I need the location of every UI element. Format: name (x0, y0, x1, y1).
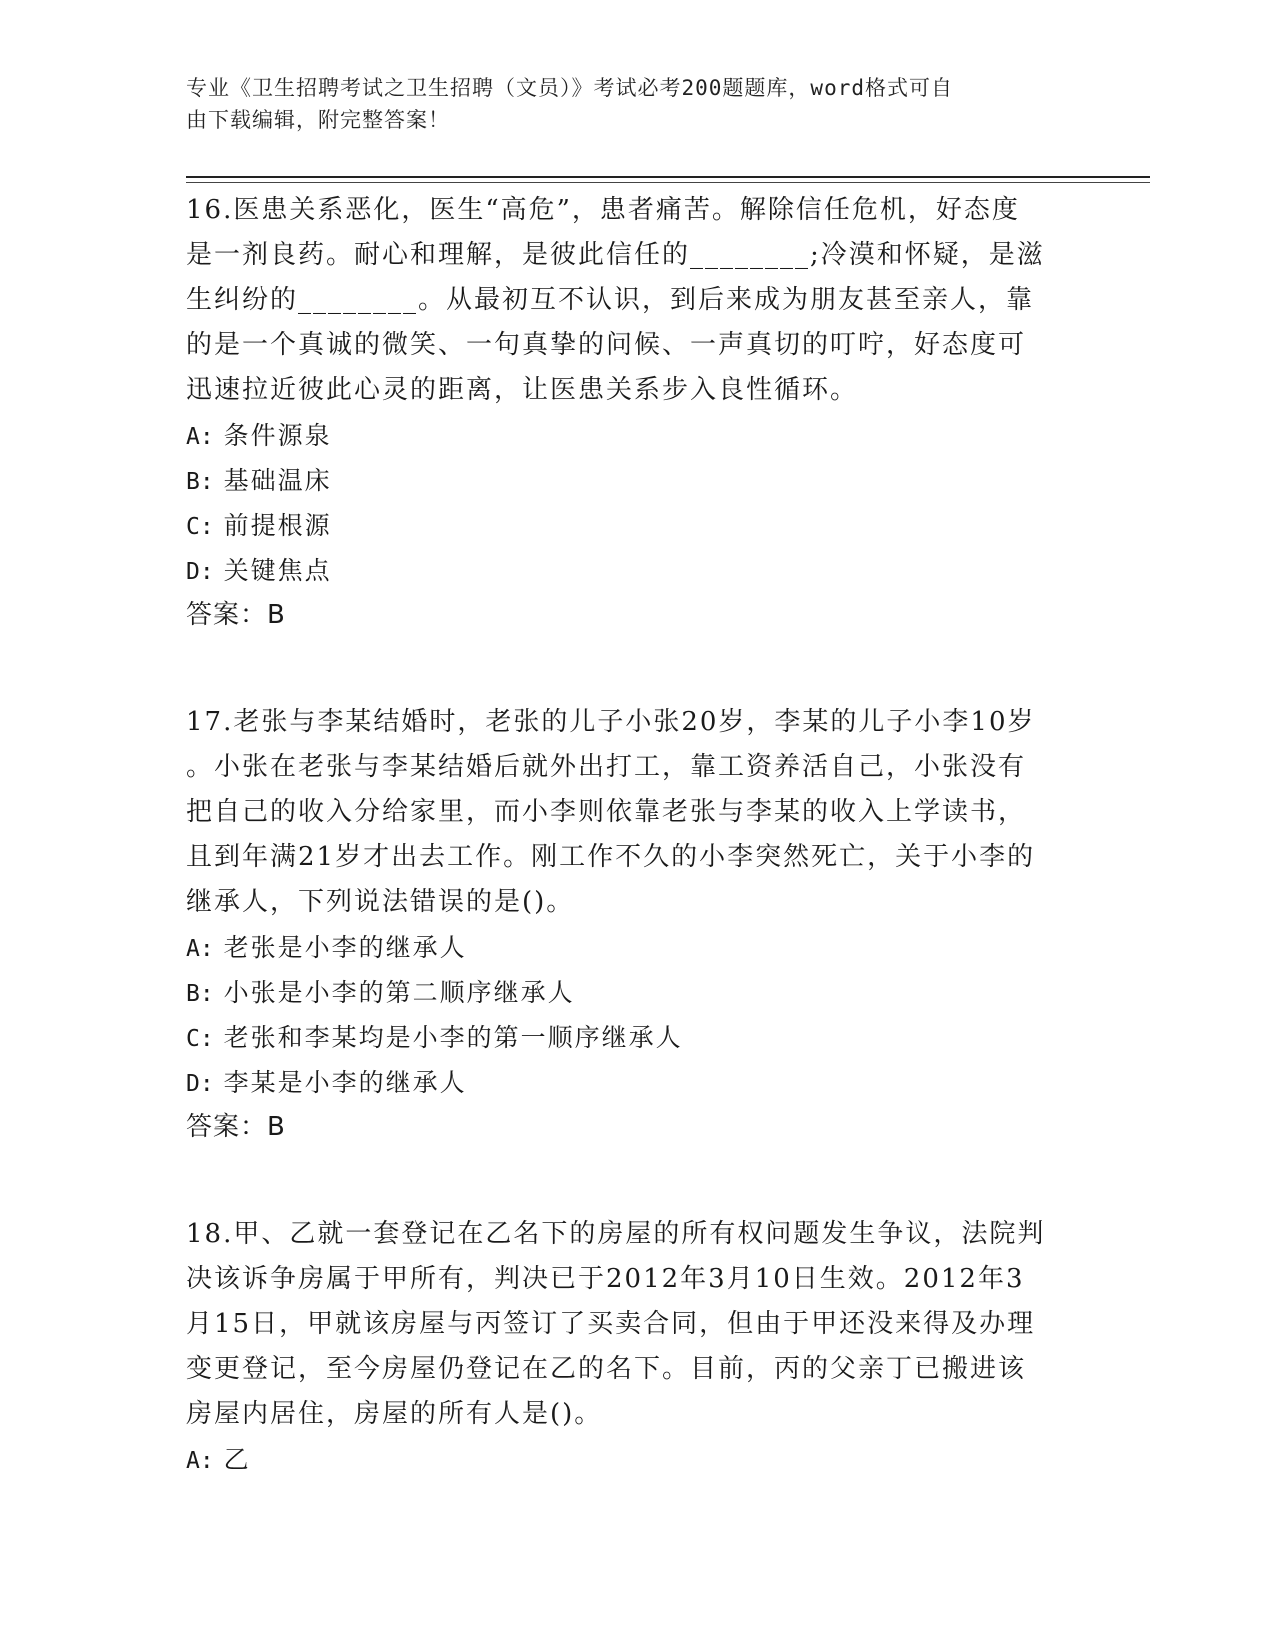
option-text: 李某是小李的继承人 (223, 1068, 467, 1097)
option-key: B: (186, 981, 214, 1007)
option-key: A: (186, 1448, 214, 1474)
question-text-line: 房屋内居住，房屋的所有人是()。 (186, 1399, 603, 1429)
question-list (186, 188, 1086, 1482)
option-a (186, 925, 1086, 970)
question-text-line: 18.甲、乙就一套登记在乙名下的房屋的所有权问题发生争议，法院判 (186, 1219, 1046, 1249)
question-text-line: 迅速拉近彼此心灵的距离，让医患关系步入良性循环。 (186, 375, 859, 405)
question-text-line: 是一剂良药。耐心和理解，是彼此信任的________;冷漠和怀疑，是滋 (186, 240, 1045, 270)
header-divider-thick (186, 176, 1150, 178)
question-text-line: 。小张在老张与李某结婚后就外出打工，靠工资养活自己，小张没有 (186, 752, 1027, 782)
question-text-line: 决该诉争房属于甲所有，判决已于2012年3月10日生效。2012年3 (186, 1264, 1025, 1294)
header-line-2: 由下载编辑，附完整答案！ (186, 108, 450, 132)
option-text: 老张是小李的继承人 (223, 933, 467, 962)
option-text: 小张是小李的第二顺序继承人 (223, 978, 575, 1007)
option-c (186, 503, 1086, 548)
option-key: A: (186, 424, 214, 450)
header-line-1: 专业《卫生招聘考试之卫生招聘（文员）》考试必考200题题库，word格式可自 (186, 76, 953, 100)
option-b (186, 970, 1086, 1015)
question-text-line: 生纠纷的________。从最初互不认识，到后来成为朋友甚至亲人，靠 (186, 285, 1035, 315)
option-text: 条件源泉 (223, 421, 332, 450)
question-text-line: 的是一个真诚的微笑、一句真挚的问候、一声真切的叮咛，好态度可 (186, 330, 1027, 360)
option-text: 前提根源 (223, 511, 332, 540)
answer-line: 答案：B (186, 1112, 286, 1142)
option-key: D: (186, 559, 214, 585)
option-text: 乙 (223, 1445, 251, 1474)
question-text-line: 继承人，下列说法错误的是()。 (186, 887, 575, 917)
question-16 (186, 188, 1086, 638)
question-text-line: 月15日，甲就该房屋与丙签订了买卖合同，但由于甲还没来得及办理 (186, 1309, 1036, 1339)
answer-line: 答案：B (186, 600, 286, 630)
option-text: 老张和李某均是小李的第一顺序继承人 (223, 1023, 683, 1052)
question-17 (186, 700, 1086, 1150)
option-key: C: (186, 514, 214, 540)
option-text: 基础温床 (223, 466, 332, 495)
option-d (186, 1060, 1086, 1105)
question-text-line: 17.老张与李某结婚时，老张的儿子小张20岁，李某的儿子小李10岁 (186, 707, 1036, 737)
option-a (186, 413, 1086, 458)
option-key: C: (186, 1026, 214, 1052)
option-b (186, 458, 1086, 503)
option-d (186, 548, 1086, 593)
header-divider-thin (186, 182, 1150, 183)
option-c (186, 1015, 1086, 1060)
question-18 (186, 1212, 1086, 1482)
question-text-line: 且到年满21岁才出去工作。刚工作不久的小李突然死亡，关于小李的 (186, 842, 1036, 872)
document-header (186, 72, 1066, 136)
option-key: A: (186, 936, 214, 962)
option-key: B: (186, 469, 214, 495)
question-text-line: 16.医患关系恶化，医生“高危”，患者痛苦。解除信任危机，好态度 (186, 195, 1020, 225)
question-spacer (186, 1150, 1086, 1212)
option-key: D: (186, 1071, 214, 1097)
option-a (186, 1437, 1086, 1482)
question-spacer (186, 638, 1086, 700)
question-text-line: 把自己的收入分给家里，而小李则依靠老张与李某的收入上学读书， (186, 797, 1027, 827)
option-text: 关键焦点 (223, 556, 332, 585)
question-text-line: 变更登记，至今房屋仍登记在乙的名下。目前，丙的父亲丁已搬进该 (186, 1354, 1027, 1384)
